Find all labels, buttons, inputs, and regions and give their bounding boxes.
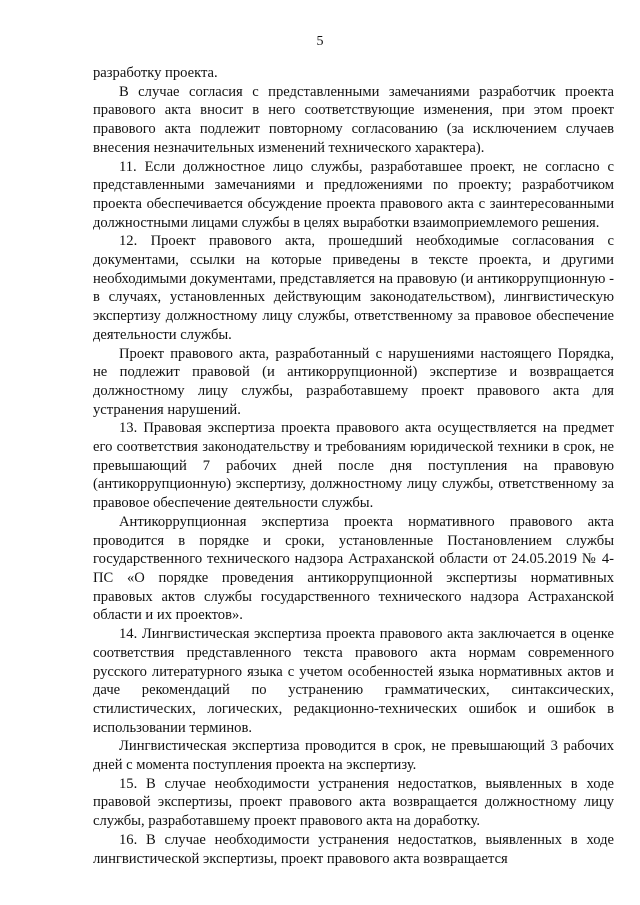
paragraph-item-12: 12. Проект правового акта, прошедший необходимые согласования с документами, ссылки на которые приведены в тексте проекта, и другими необходимыми документами, представляется на правовую (и антикоррупционную - в случаях, установленных действующим законодательством), лингвистическую экспертизу должностному лицу службы, ответственному за правовое обеспечение деятельности службы. bbox=[93, 233, 614, 343]
paragraph-item-16: 16. В случае необходимости устранения недостатков, выявленных в ходе лингвистической экспертизы, проект правового акта возвращается bbox=[93, 831, 614, 867]
paragraph-continuation: разработку проекта. bbox=[93, 65, 218, 81]
paragraph-item-11: 11. Если должностное лицо службы, разработавшее проект, не согласно с представленными замечаниями и предложениями по проекту; разработчиком проекта обеспечивается обсуждение проекта правового акта с заинтересованными должностными лицами службы в целях выработки взаимоприемлемого решения. bbox=[93, 158, 614, 231]
paragraph: Проект правового акта, разработанный с нарушениями настоящего Порядка, не подлежит правовой (и антикоррупционной) экспертизе и возвращается должностному лицу службы, разработавшему проект правового акта для устранения нарушений. bbox=[93, 345, 614, 418]
paragraph-item-14: 14. Лингвистическая экспертиза проекта правового акта заключается в оценке соответствия представленного текста правового акта нормам современного русского литературного языка с учетом особенностей языка нормативных актов и даче рекомендаций по устранению грамматических, синтаксических, стилистических, логических, редакционно-технических ошибок и ошибок в использовании терминов. bbox=[93, 626, 614, 736]
paragraph-item-13: 13. Правовая экспертиза проекта правового акта осуществляется на предмет его соответствия законодательству и требованиям юридической техники в срок, не превышающий 7 рабочих дней после дня поступления на правовую (антикоррупционную) экспертизу, должностному лицу службы, ответственному за правовое обеспечение деятельности службы. bbox=[93, 420, 614, 512]
paragraph-item-15: 15. В случае необходимости устранения недостатков, выявленных в ходе правовой экспертизы, проект правового акта возвращается должностному лицу службы, разработавшему проект правового акта на доработку. bbox=[93, 775, 614, 830]
paragraph: Лингвистическая экспертиза проводится в срок, не превышающий 3 рабочих дней с момента поступления проекта на экспертизу. bbox=[93, 738, 614, 774]
paragraph: В случае согласия с представленными замечаниями разработчик проекта правового акта вносит в него соответствующие изменения, при этом проект правового акта подлежит повторному согласованию (за исключением случаев внесения незначительных изменений технического характера). bbox=[93, 83, 614, 156]
page-number: 5 bbox=[316, 34, 324, 49]
paragraph: Антикоррупционная экспертиза проекта нормативного правового акта проводится в порядке и сроки, установленные Постановлением службы государственного технического надзора Астраханской области от 24.05.2019 № 4-ПС «О порядке проведения антикоррупционной экспертизы нормативных правовых актов службы государственного технического надзора Астраханской области и их проектов». bbox=[93, 513, 614, 624]
document-body bbox=[93, 64, 614, 868]
